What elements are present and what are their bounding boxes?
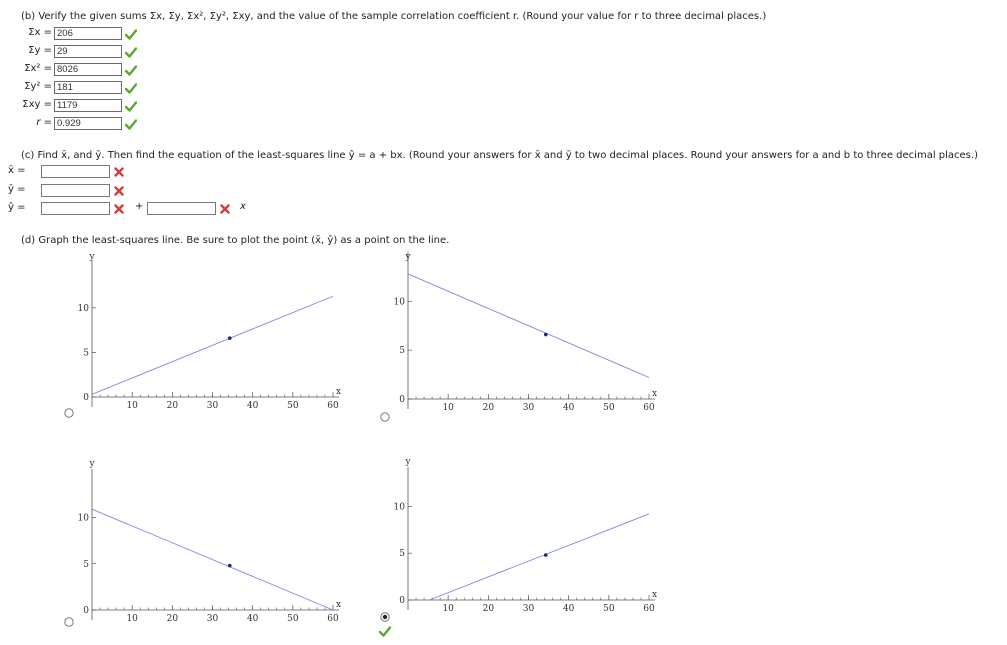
x-tick-label: 50 [603,403,615,413]
x-tick-label: 20 [482,604,495,614]
x-tick-label: 50 [287,401,299,411]
x-axis-label: x [336,387,342,397]
x-tick-label: 10 [442,604,454,614]
sum-xy-label: Σxy = [22,99,52,110]
least-squares-line [408,274,649,378]
y-tick-label: 5 [83,348,89,359]
sum-y2-label: Σy² = [24,81,52,92]
graph-option-1 [70,250,355,425]
y-tick-label: 10 [393,502,405,513]
mean-point [228,564,232,568]
x-axis-label: x [336,600,342,610]
correct-check-icon [125,65,137,76]
correct-check-icon [125,83,137,94]
plus-sign: + [135,201,144,212]
xbar-label: x̄ = [8,165,26,176]
graph-option-2 [386,250,671,425]
sum-xy-field[interactable]: 1179 [54,99,122,112]
sum-y-label: Σy = [28,45,52,56]
x-tick-label: 60 [327,401,339,411]
x-axis-label: x [652,389,658,399]
x-tick-label: 20 [482,403,495,413]
xbar-field[interactable] [41,165,110,178]
mean-point [228,336,232,340]
x-tick-label: 60 [643,604,655,614]
intercept-a-field[interactable] [41,202,110,215]
part-b-prompt: (b) Verify the given sums Σx, Σy, Σx², Σy², Σxy, and the value of the sample correlation coefficient r. (Round your value for r to three decimal places.) [21,11,767,22]
x-tick-label: 40 [562,403,575,413]
x-tick-label: 60 [327,614,339,624]
correct-check-icon [125,29,137,40]
x-tick-label: 50 [603,604,615,614]
mean-point [544,553,548,557]
y-tick-label: 0 [399,395,405,405]
least-squares-line [429,514,649,600]
r-field[interactable]: 0.929 [54,117,122,130]
sum-x2-field[interactable]: 8026 [54,63,122,76]
sum-y2-field[interactable]: 181 [54,81,122,94]
r-label: r = [36,117,52,128]
x-variable-suffix: x [240,201,246,212]
graph-option-4 [386,450,671,625]
incorrect-x-icon [114,204,124,214]
y-tick-label: 0 [399,596,405,606]
x-tick-label: 60 [643,403,655,413]
part-c-prompt: (c) Find x̄, and ȳ. Then find the equation of the least-squares line ŷ = a + bx. (Round your answers for x̄ and ȳ to two decimal places. Round your answers for a and b to three decimal places.) [21,150,978,161]
y-tick-label: 0 [83,606,89,616]
sum-x2-label: Σx² = [24,63,52,74]
x-tick-label: 40 [562,604,575,614]
x-tick-label: 20 [166,614,179,624]
x-tick-label: 10 [126,614,138,624]
x-tick-label: 30 [522,403,535,413]
y-tick-label: 10 [77,303,89,314]
sum-x-field[interactable]: 206 [54,27,122,40]
incorrect-x-icon [114,186,124,196]
correct-check-icon [125,47,137,58]
y-tick-label: 0 [83,393,89,403]
ybar-field[interactable] [41,184,110,197]
x-tick-label: 10 [442,403,454,413]
x-tick-label: 20 [166,401,179,411]
least-squares-line [92,296,333,394]
y-tick-label: 5 [399,346,405,357]
correct-check-icon [379,626,391,637]
y-axis-label: y [405,457,411,467]
x-tick-label: 30 [522,604,535,614]
ybar-label: ȳ = [8,184,26,195]
y-axis-label: y [89,252,95,262]
part-d-prompt: (d) Graph the least-squares line. Be sure to plot the point (x̄, ȳ) as a point on the line. [21,235,450,246]
incorrect-x-icon [220,204,230,214]
y-tick-label: 10 [393,297,405,308]
y-tick-label: 10 [77,513,89,524]
y-axis-label: y [405,252,411,262]
x-tick-label: 30 [206,614,219,624]
y-tick-label: 5 [83,559,89,570]
mean-point [544,333,548,337]
yhat-label: ŷ = [8,202,26,213]
sum-y-field[interactable]: 29 [54,45,122,58]
slope-b-field[interactable] [147,202,216,215]
sum-x-label: Σx = [28,27,52,38]
x-tick-label: 30 [206,401,219,411]
incorrect-x-icon [114,167,124,177]
y-axis-label: y [89,459,95,469]
least-squares-line [92,509,333,610]
x-tick-label: 40 [246,401,259,411]
y-tick-label: 5 [399,549,405,560]
x-tick-label: 10 [126,401,138,411]
x-axis-label: x [652,590,658,600]
graph-option-3 [70,457,355,632]
correct-check-icon [125,119,137,130]
x-tick-label: 40 [246,614,259,624]
correct-check-icon [125,101,137,112]
x-tick-label: 50 [287,614,299,624]
